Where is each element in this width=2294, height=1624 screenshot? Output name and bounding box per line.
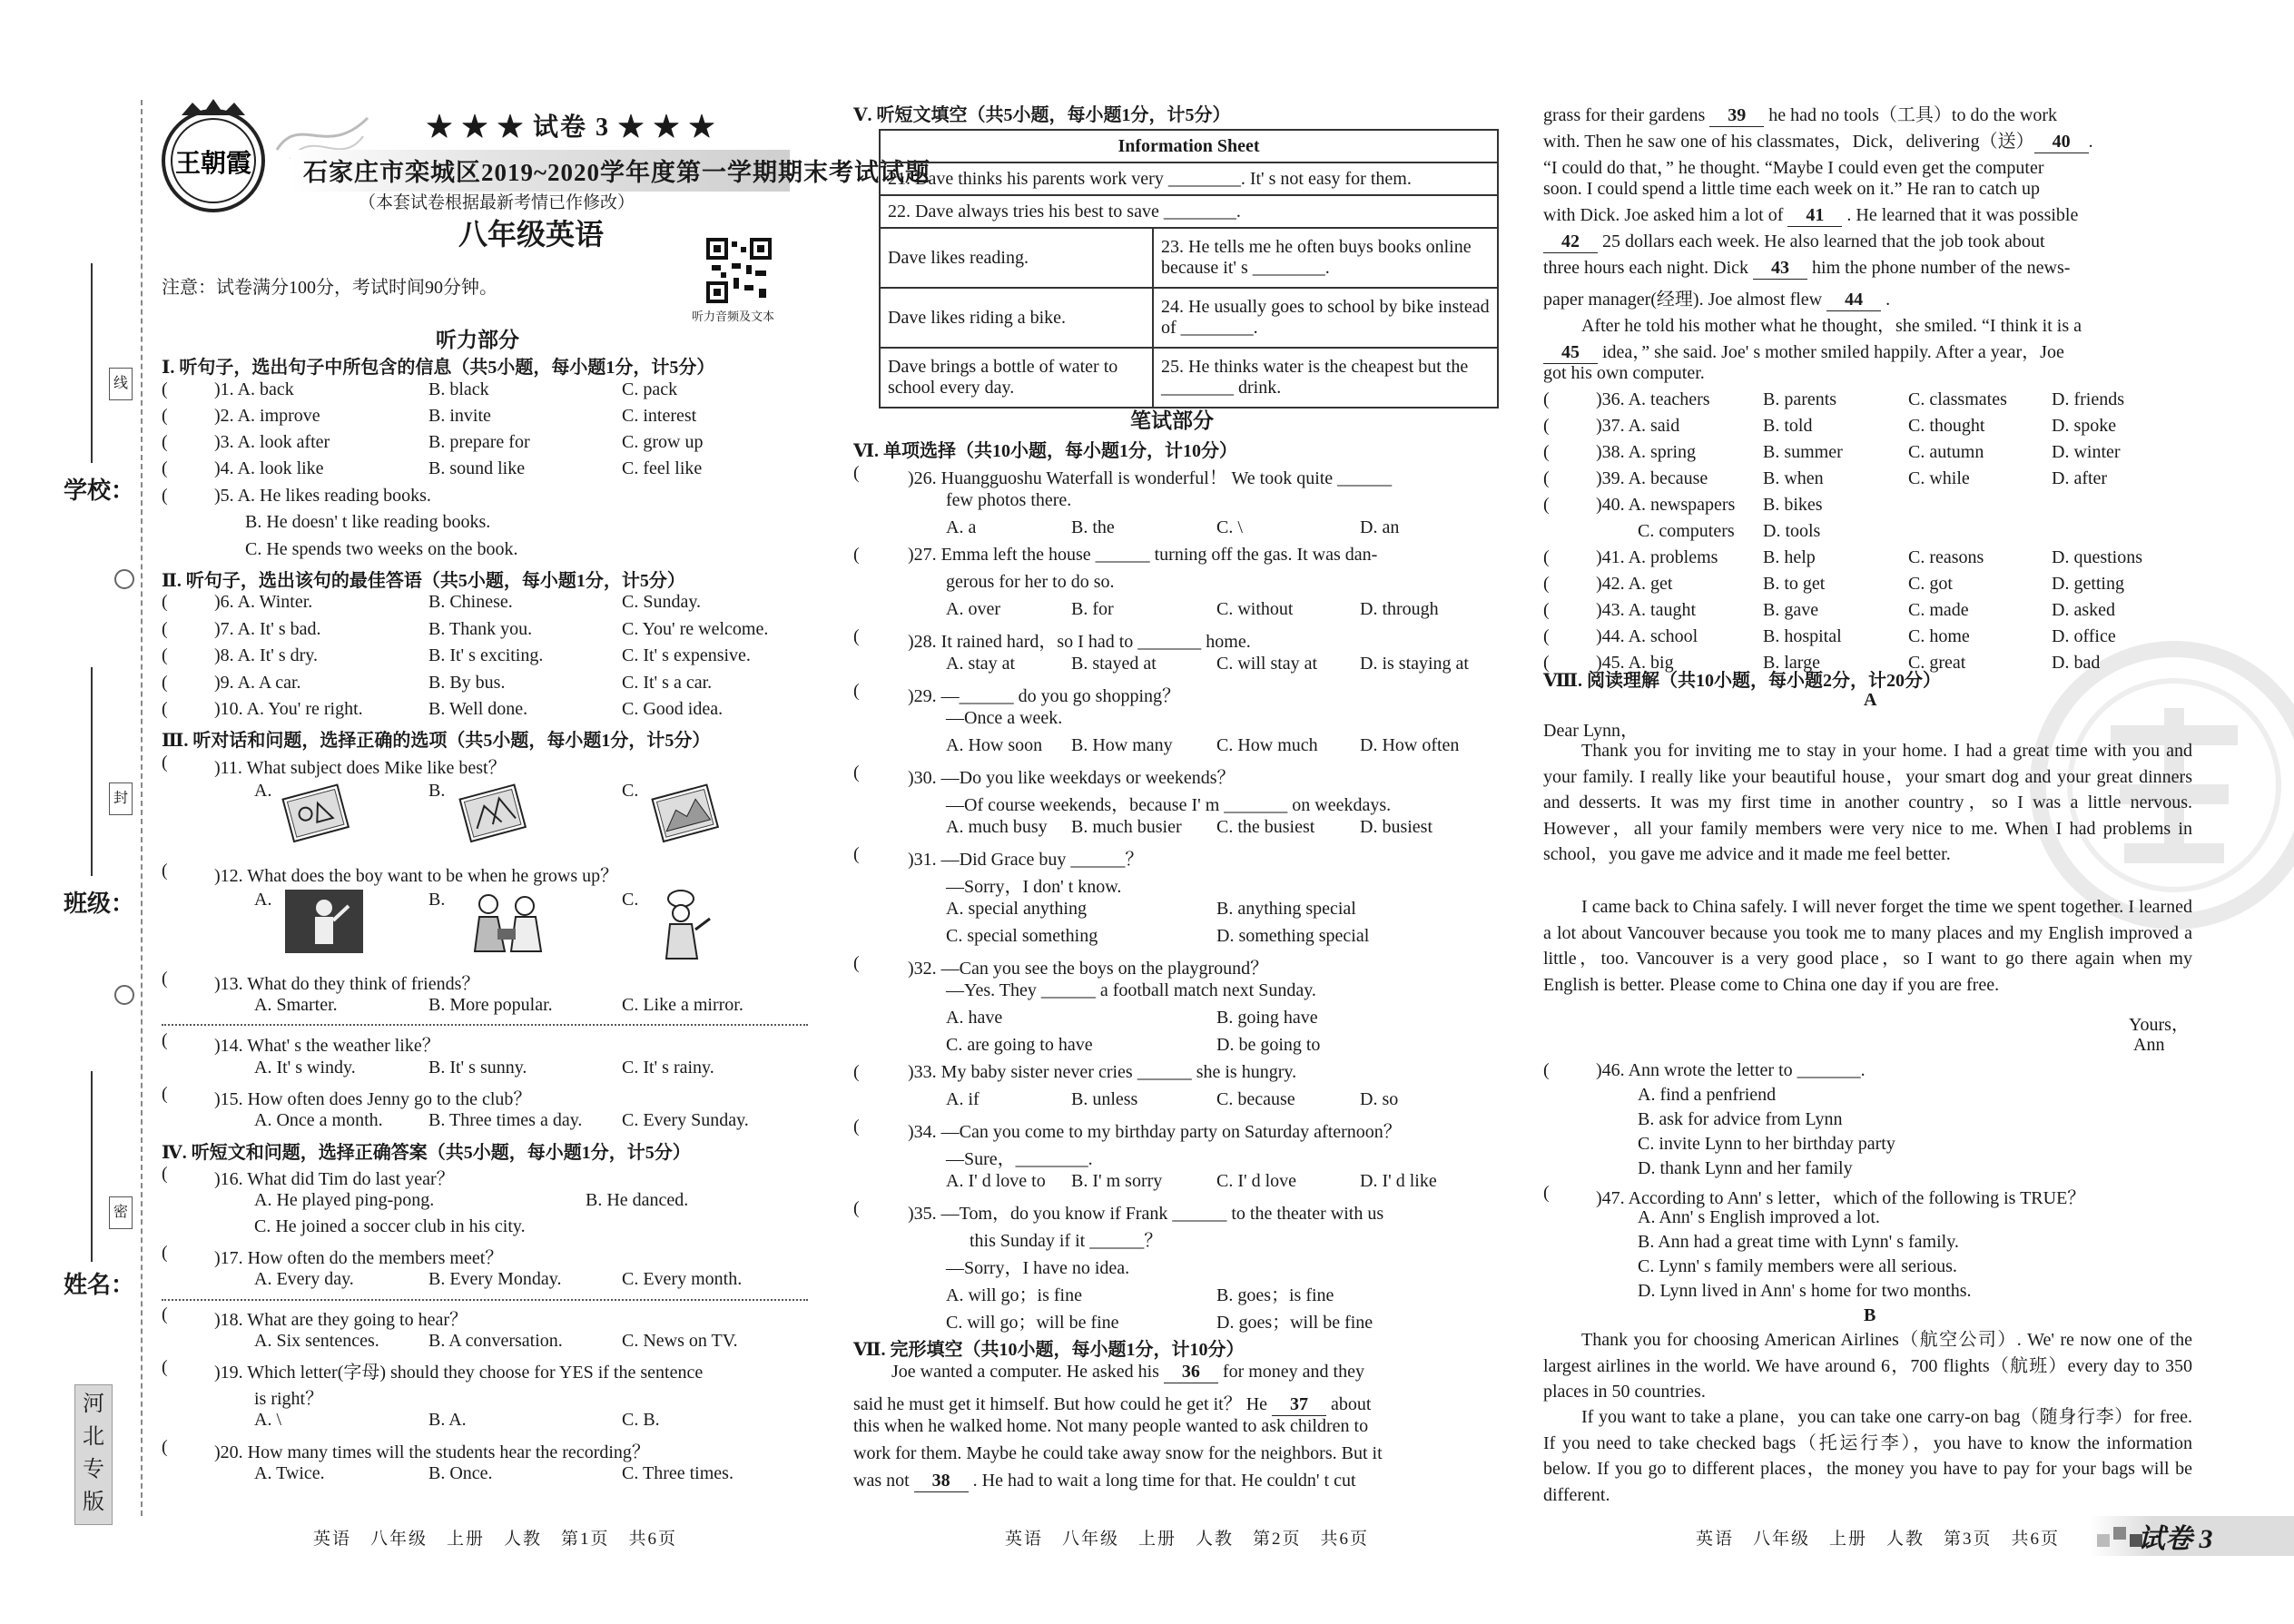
letter-greeting: Dear Lynn，: [1543, 721, 1639, 741]
option-b[interactable]: B. black: [428, 379, 489, 399]
option-a[interactable]: A. stay at: [946, 654, 1016, 674]
book-science-icon[interactable]: [454, 781, 531, 849]
option-a[interactable]: A. Smarter.: [254, 995, 338, 1015]
option-d[interactable]: D. be going to: [1216, 1035, 1321, 1055]
option-d[interactable]: D. an: [1360, 517, 1400, 537]
blank-40[interactable]: 40: [2034, 132, 2089, 153]
name-label: 姓名：: [64, 1272, 135, 1298]
option-a[interactable]: A. Six sentences.: [254, 1331, 379, 1351]
option-d[interactable]: D. I' d like: [1360, 1171, 1437, 1191]
blank-36[interactable]: 36: [1164, 1362, 1218, 1383]
option-c[interactable]: C. Good idea.: [622, 699, 724, 719]
option-b[interactable]: B. Chinese.: [428, 592, 513, 612]
option-c[interactable]: C. pack: [622, 379, 678, 399]
option-c[interactable]: C. invite Lynn to her birthday party: [1638, 1134, 1895, 1154]
option-b[interactable]: B. for: [1071, 599, 1114, 619]
option-b[interactable]: B. invite: [428, 406, 491, 426]
edition-char: 版: [83, 1491, 104, 1514]
binding-hole-icon: [114, 569, 134, 589]
option-a[interactable]: A. if: [946, 1089, 980, 1109]
exam-series: ★ ★ ★ 试卷 3 ★ ★ ★: [427, 113, 717, 142]
option-a: 2. A. improve: [220, 406, 320, 426]
option-b[interactable]: B. unless: [1071, 1089, 1138, 1109]
option-b[interactable]: B. He danced.: [586, 1190, 689, 1210]
blank-37[interactable]: 37: [1272, 1394, 1326, 1416]
option-b[interactable]: B. A conversation.: [428, 1331, 563, 1351]
brand-logo: [154, 95, 272, 218]
option-b[interactable]: B. ask for advice from Lynn: [1638, 1109, 1843, 1129]
section-5-heading: Ⅴ. 听短文填空（共5小题，每小题1分，计5分）: [853, 105, 1231, 125]
option-a: 3. A. look after: [220, 432, 330, 452]
section-6-heading: Ⅵ. 单项选择（共10小题，每小题1分，计10分）: [853, 441, 1237, 461]
option-b[interactable]: B. sound like: [428, 458, 526, 478]
passage-a-paragraph-1: Thank you for inviting me to stay in your home. I had a great time with you and your family. I really like your beautiful house，your smart dog and your great dinners and desserts. It was my first time in another country，so I was a little nervous. However，all your family members were very nice to me. When I had problems in school，you gave me advice and it made me feel better.: [1543, 741, 2192, 865]
option-d[interactable]: D. through: [1360, 599, 1439, 619]
passage-b-paragraph-1: Thank you for choosing American Airlines（航空公司）. We' re now one of the largest airlines in the world. We have around 6，700 flights（航班）every day to 350 places in 50 countries.: [1543, 1330, 2192, 1403]
option-d[interactable]: D. busiest: [1360, 817, 1433, 837]
information-sheet: [879, 129, 1499, 408]
option-c[interactable]: C. interest: [622, 406, 697, 426]
letter-signature: Ann: [2133, 1035, 2165, 1055]
book-geography-icon[interactable]: [646, 781, 724, 849]
option-c[interactable]: C. grow up: [622, 432, 704, 452]
blank-44[interactable]: 44: [1826, 290, 1881, 311]
cut-line: [141, 100, 144, 1516]
option-d[interactable]: D. thank Lynn and her family: [1638, 1158, 1853, 1178]
section-2-heading: Ⅱ. 听句子，选出该句的最佳答语（共5小题，每小题1分，计5分）: [162, 571, 685, 591]
edition-char: 河: [83, 1393, 104, 1416]
section-3-heading: Ⅲ. 听对话和问题，选择正确的选项（共5小题，每小题1分，计5分）: [162, 731, 711, 751]
sheet-cell: Dave brings a bottle of water to school every day.: [880, 348, 1153, 408]
section-4-heading: Ⅳ. 听短文和问题，选择正确答案（共5小题，每小题1分，计5分）: [162, 1143, 691, 1163]
option-b[interactable]: B. Thank you.: [428, 619, 533, 639]
option-b[interactable]: B. prepare for: [428, 432, 530, 452]
option-c[interactable]: C. because: [1216, 1089, 1295, 1109]
doctor-icon[interactable]: [461, 888, 552, 960]
section-8-heading: Ⅷ. 阅读理解（共10小题，每小题2分，计20分）: [1543, 671, 1941, 691]
option-a[interactable]: A. Once a month.: [254, 1110, 383, 1130]
passage-a-paragraph-2: I came back to China safely. I will never forget the time we spent together. I learned a lot about Vancouver because you took me to many places and my English improved a little，too. Vancouver is a very good place，so I want to go there again when my English is better. Please come to China one day if you are free.: [1543, 897, 2192, 995]
option-b[interactable]: B. the: [1071, 517, 1115, 537]
option-b[interactable]: B. Ann had a great time with Lynn' s family.: [1638, 1232, 1959, 1252]
option-a[interactable]: A. have: [946, 1008, 1003, 1028]
option-a[interactable]: A. How soon: [946, 735, 1043, 755]
name-line: [91, 1071, 93, 1262]
option-b[interactable]: B. much busier: [1071, 817, 1182, 837]
exam-note: 注意：试卷满分100分，考试时间90分钟。: [162, 278, 497, 298]
option-a[interactable]: A. special anything: [946, 899, 1087, 919]
option-c[interactable]: C. the busiest: [1216, 817, 1315, 837]
option-c[interactable]: C. Every Sunday.: [622, 1110, 749, 1130]
option-c[interactable]: C. You' re welcome.: [622, 619, 769, 639]
book-math-icon[interactable]: [277, 781, 354, 849]
option-a: 4. A. look like: [220, 458, 324, 478]
written-heading: 笔试部分: [1130, 409, 1214, 432]
passage-a-label: A: [1864, 690, 1877, 710]
option-c[interactable]: C. \: [1216, 517, 1243, 537]
option-d[interactable]: D. something special: [1216, 926, 1370, 946]
option-a[interactable]: A. I' d love to: [946, 1171, 1046, 1191]
option-c[interactable]: C. without: [1216, 599, 1294, 619]
option-a: 5. A. He likes reading books.: [220, 486, 431, 506]
option-a[interactable]: A. It' s windy.: [254, 1058, 356, 1078]
option-c[interactable]: C. Sunday.: [622, 592, 702, 612]
passage-b-paragraph-2: If you want to take a plane，you can take one carry-on bag（随身行李）for free. If you need to take checked bags（托运行李），you have to know the information below. If you go to different places，the money you have to pay for your bags will be different.: [1543, 1407, 2192, 1505]
option-b[interactable]: B. anything special: [1216, 899, 1356, 919]
option-a[interactable]: A. Twice.: [254, 1463, 325, 1483]
footer-tag: 试卷 3: [2138, 1524, 2213, 1554]
option-a[interactable]: A. Every day.: [254, 1269, 354, 1289]
option-c[interactable]: C. News on TV.: [622, 1331, 738, 1351]
blank-43[interactable]: 43: [1753, 258, 1807, 280]
blank-38[interactable]: 38: [914, 1471, 969, 1492]
option-c[interactable]: C. will go；will be fine: [946, 1313, 1119, 1333]
page-number-2: 英语 八年级 上册 人教 第2页 共6页: [1005, 1530, 1370, 1549]
option-d[interactable]: D. is staying at: [1360, 654, 1469, 674]
option-c[interactable]: C. He joined a soccer club in his city.: [254, 1216, 526, 1236]
edition-box: [74, 1384, 113, 1525]
mark-dense: 密: [109, 1196, 133, 1229]
option-b[interactable]: B. Every Monday.: [428, 1269, 562, 1289]
qr-caption: 听力音频及文本: [692, 310, 775, 323]
square-icon: [2097, 1534, 2110, 1547]
sheet-cell: Dave likes riding a bike.: [880, 288, 1153, 348]
class-label: 班级：: [64, 891, 135, 917]
blank-39[interactable]: 39: [1709, 105, 1764, 127]
option-c[interactable]: C. It' s a car.: [622, 673, 713, 693]
option-a[interactable]: A. find a penfriend: [1638, 1085, 1777, 1105]
option-b[interactable]: B. He doesn' t like reading books.: [245, 512, 491, 532]
option-b[interactable]: B. going have: [1216, 1008, 1318, 1028]
option-c[interactable]: C. It' s rainy.: [622, 1058, 714, 1078]
option-b[interactable]: B. goes；is fine: [1216, 1285, 1334, 1305]
sheet-row-22[interactable]: 22. Dave always tries his best to save ________.: [880, 195, 1498, 228]
option-c[interactable]: C. B.: [622, 1410, 660, 1430]
option-c[interactable]: C. are going to have: [946, 1035, 1093, 1055]
exam-subject: 八年级英语: [458, 218, 605, 251]
sheet-row-23[interactable]: 23. He tells me he often buys books online because it' s ________.: [1153, 228, 1498, 288]
option-d[interactable]: D. Lynn lived in Ann' s home for two months.: [1638, 1281, 1972, 1301]
binding-hole-icon: [114, 985, 134, 1005]
option-c[interactable]: C. Three times.: [622, 1463, 733, 1483]
sheet-cell: Dave likes reading.: [880, 228, 1153, 288]
exam-subtitle: （本套试卷根据最新考情已作修改）: [359, 193, 635, 212]
school-label: 学校：: [64, 477, 135, 504]
option-b[interactable]: B. I' m sorry: [1071, 1171, 1163, 1191]
mark-seal: 封: [109, 782, 133, 815]
option-c[interactable]: C. Lynn' s family members were all serious.: [1638, 1256, 1957, 1276]
option-c[interactable]: C. Every month.: [622, 1269, 743, 1289]
chef-icon[interactable]: [646, 888, 719, 960]
letter-closing: Yours，: [2129, 1015, 2190, 1035]
option-c[interactable]: C. feel like: [622, 458, 703, 478]
option-a[interactable]: A. a: [946, 517, 977, 537]
class-line: [91, 667, 93, 876]
option-c[interactable]: C. special something: [946, 926, 1098, 946]
blank-41[interactable]: 41: [1787, 205, 1842, 227]
option-c[interactable]: C. I' d love: [1216, 1171, 1297, 1191]
option-b[interactable]: B. Three times a day.: [428, 1110, 583, 1130]
sheet-row-21[interactable]: 21. Dave thinks his parents work very ________. It' s not easy for them.: [880, 162, 1498, 195]
blank-42[interactable]: 42: [1543, 231, 1598, 253]
option-d[interactable]: D. so: [1360, 1089, 1399, 1109]
option-c[interactable]: C. Like a mirror.: [622, 995, 743, 1015]
option-a: 1. A. back: [220, 379, 294, 399]
option-a[interactable]: A. much busy: [946, 817, 1048, 837]
sheet-title: Information Sheet: [880, 130, 1498, 162]
option-a[interactable]: A. Ann' s English improved a lot.: [1638, 1207, 1880, 1227]
mark-line: 线: [109, 368, 133, 400]
teacher-icon[interactable]: [283, 888, 365, 960]
exam-title: 石家庄市栾城区2019~2020学年度第一学期期末考试试题: [303, 159, 931, 186]
logo-text: 王朝霞: [174, 148, 252, 178]
option-b[interactable]: B. It' s sunny.: [428, 1058, 527, 1078]
option-b[interactable]: B. Once.: [428, 1463, 493, 1483]
option-d[interactable]: D. goes；will be fine: [1216, 1313, 1373, 1333]
option-b[interactable]: B. More popular.: [428, 995, 553, 1015]
sheet-row-25[interactable]: 25. He thinks water is the cheapest but the ________ drink.: [1153, 348, 1498, 408]
option-c[interactable]: C. will stay at: [1216, 654, 1318, 674]
option-c[interactable]: C. He spends two weeks on the book.: [245, 539, 518, 559]
qr-code-icon[interactable]: [706, 238, 772, 303]
school-line: [91, 263, 93, 463]
edition-char: 北: [83, 1425, 104, 1449]
option-b[interactable]: B. How many: [1071, 735, 1173, 755]
sheet-row-24[interactable]: 24. He usually goes to school by bike instead of ________.: [1153, 288, 1498, 348]
square-icon: [2113, 1527, 2126, 1540]
page-number-1: 英语 八年级 上册 人教 第1页 共6页: [313, 1530, 678, 1549]
page-number-3: 英语 八年级 上册 人教 第3页 共6页: [1696, 1530, 2061, 1549]
option-b[interactable]: B. A.: [428, 1410, 467, 1430]
option-a[interactable]: A. will go；is fine: [946, 1285, 1082, 1305]
option-a[interactable]: A. He played ping-pong.: [254, 1190, 435, 1210]
option-a[interactable]: A. \: [254, 1410, 281, 1430]
option-b[interactable]: B. Well done.: [428, 699, 528, 719]
option-d[interactable]: D. How often: [1360, 735, 1460, 755]
divider: [162, 1024, 808, 1026]
passage-b-label: B: [1864, 1305, 1876, 1325]
option-b[interactable]: B. stayed at: [1071, 654, 1157, 674]
section-1-heading: Ⅰ. 听句子，选出句子中所包含的信息（共5小题，每小题1分，计5分）: [162, 358, 715, 378]
option-a[interactable]: A. over: [946, 599, 1000, 619]
blank-45[interactable]: 45: [1543, 342, 1598, 364]
option-c[interactable]: C. It' s expensive.: [622, 645, 751, 665]
option-b[interactable]: B. By bus.: [428, 673, 506, 693]
divider: [162, 1299, 808, 1301]
listening-heading: 听力部分: [436, 329, 519, 351]
option-c[interactable]: C. How much: [1216, 735, 1318, 755]
option-b[interactable]: B. It' s exciting.: [428, 645, 544, 665]
edition-char: 专: [83, 1458, 104, 1481]
section-7-heading: Ⅶ. 完形填空（共10小题，每小题1分，计10分）: [853, 1340, 1245, 1360]
